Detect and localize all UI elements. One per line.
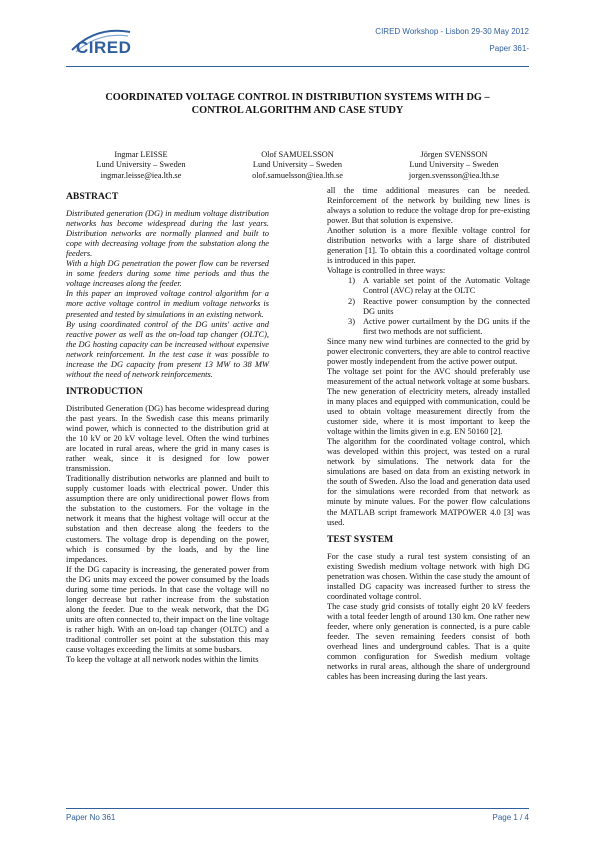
list-number: 1) xyxy=(348,276,355,286)
paper-title xyxy=(66,92,529,117)
header-divider xyxy=(66,66,529,67)
logo-text: CIRED xyxy=(76,38,132,57)
body-paragraph: Voltage is controlled in three ways: xyxy=(327,266,446,276)
paper-id-header: Paper 361- xyxy=(489,44,529,53)
author-email: jorgen.svensson@iea.lth.se xyxy=(408,170,500,180)
body-paragraph: all the time additional measures can be needed. Reinforcement of the network by building new lines is always a solution to reduce the voltage drop for pre-existing power. But that solution is expensive. xyxy=(327,186,530,226)
footer-page-number: Page 1 / 4 xyxy=(492,813,529,822)
body-paragraph: To keep the voltage at all network nodes within the limits xyxy=(66,655,259,665)
author-name: Jörgen SVENSSON xyxy=(420,150,488,159)
body-paragraph: Since many new wind turbines are connected to the grid by power electronic converters, they are able to control reactive power mostly independent from the active power output. xyxy=(327,336,530,366)
list-text: A variable set point of the Automatic Voltage Control (AVC) relay at the OLTC xyxy=(363,276,530,296)
author-2 xyxy=(223,150,373,181)
author-name: Ingmar LEISSE xyxy=(114,150,168,159)
introduction-heading: INTRODUCTION xyxy=(66,385,143,397)
body-paragraph: The case study grid consists of totally eight 20 kV feeders with a total feeder length of around 130 km. One rather new feeder, where only generation is connected, is a pure cable feeder. The seven remaining feeders consist of both overhead lines and underground cables. That is a quite common configuration for Swedish medium voltage networks in rural areas, although the share of underground cables has been increasing during the last years. xyxy=(327,601,530,682)
author-email: olof.samuelsson@iea.lth.se xyxy=(252,170,343,180)
body-paragraph: Another solution is a more flexible voltage control for distribution networks with a large share of distributed generation [1]. To obtain this a coordinated voltage control is introduced in this paper. xyxy=(327,226,530,266)
abstract-paragraph: By using coordinated control of the DG units' active and reactive power as well as the on-load tap changer (OLTC), the DG hosting capacity can be increased without expensive network reinforcement. In the test case it was possible to increase the DG capacity from present 13 MW to 38 MW without the need of network reinforcements. xyxy=(66,319,269,379)
list-number: 2) xyxy=(348,296,355,306)
author-block xyxy=(66,150,529,181)
list-text: Reactive power consumption by the connected DG units xyxy=(363,296,530,316)
body-paragraph: For the case study a rural test system consisting of an existing Swedish medium voltage network with high DG penetration was chosen. Within the case study the amount of installed DG capacity was increased further to stress the coordinated voltage control. xyxy=(327,551,530,601)
body-paragraph: Distributed Generation (DG) has become widespread during the past years. In the Swedish case this means primarily wind power, which is connected to the distribution grid at the 10 kV or 20 kV voltage level. Often the wind turbines are located in rural areas, where the grid in many cases is rather weak, since it is designed for low power transmission. xyxy=(66,403,269,474)
list-text: Active power curtailment by the DG units if the first two methods are not sufficient. xyxy=(363,316,530,336)
right-column xyxy=(327,186,530,682)
test-system-heading: TEST SYSTEM xyxy=(327,533,394,545)
title-line-1: COORDINATED VOLTAGE CONTROL IN DISTRIBUTION SYSTEMS WITH DG – xyxy=(105,92,490,103)
author-3 xyxy=(379,150,529,181)
author-affiliation: Lund University – Sweden xyxy=(252,160,343,170)
author-name: Olof SAMUELSSON xyxy=(261,150,334,159)
list-item xyxy=(327,317,530,337)
author-1 xyxy=(66,150,216,181)
control-methods-list xyxy=(327,276,530,336)
cired-logo xyxy=(66,24,138,62)
left-column xyxy=(66,186,269,665)
abstract-paragraph: In this paper an improved voltage control algorithm for a more active voltage control in medium voltage networks is presented and tested by simulations in an existing network. xyxy=(66,289,269,319)
abstract-paragraph: With a high DG penetration the power flow can be reversed in some feeders during some time periods and thus the voltage increases along the feeder. xyxy=(66,259,269,289)
list-item xyxy=(327,297,530,317)
footer-divider xyxy=(66,808,529,809)
title-line-2: CONTROL ALGORITHM AND CASE STUDY xyxy=(191,104,404,116)
body-paragraph: Traditionally distribution networks are planned and built to supply customer loads with electrical power. Under this assumption there are only unidirectional power flows from the substation to the customers. For the voltage in the network it means that the highest voltage will occur at the substation and then decrease along the feeders to the customers. The voltage drop is depending on the power, which is consumed by the loads, and by the line impedances. xyxy=(66,474,269,564)
author-affiliation: Lund University – Sweden xyxy=(409,160,499,170)
body-paragraph: The voltage set point for the AVC should preferably use measurement of the actual network voltage at some busbars. The new generation of electricity meters, already installed in many places and equipped with communication, could be used to obtain voltage measurement directly from the customer side, where it is most important to keep the voltage within the limits given in e.g. EN 50160 [2]. xyxy=(327,366,530,437)
footer-paper-number: Paper No 361 xyxy=(66,813,116,822)
author-affiliation: Lund University – Sweden xyxy=(96,160,186,170)
workshop-header: CIRED Workshop - Lisbon 29-30 May 2012 xyxy=(375,27,529,36)
list-item xyxy=(327,276,530,296)
body-paragraph: The algorithm for the coordinated voltage control, which was developed within this project, was tested on a rural network by simulations. The network data for the simulations are based on data from an existing network in the south of Sweden. Also the load and generation data used for the simulations were recorded from that network as minute by minute values. For the power flow calculations the MATLAB script framework MATPOWER 4.0 [3] was used. xyxy=(327,437,530,527)
list-number: 3) xyxy=(348,316,355,326)
author-email: ingmar.leisse@iea.lth.se xyxy=(100,170,182,180)
abstract-heading: ABSTRACT xyxy=(66,191,119,202)
abstract-paragraph: Distributed generation (DG) in medium voltage distribution networks has become widespread during the last years. Distribution networks are normally planned and built to cope with decreasing voltage from the substation along the feeders. xyxy=(66,209,269,259)
body-paragraph: If the DG capacity is increasing, the generated power from the DG units may exceed the power consumed by the loads during some time periods. In that case the voltage will no longer decrease but rather increase from the substation along the feeder. Due to the weak network, that the DG units are often connected to, their impact on the line voltage is rather high. With an on-load tap changer (OLTC) and a traditional controller set point at the substation this may cause voltages exceeding the limits at some busbars. xyxy=(66,564,269,655)
